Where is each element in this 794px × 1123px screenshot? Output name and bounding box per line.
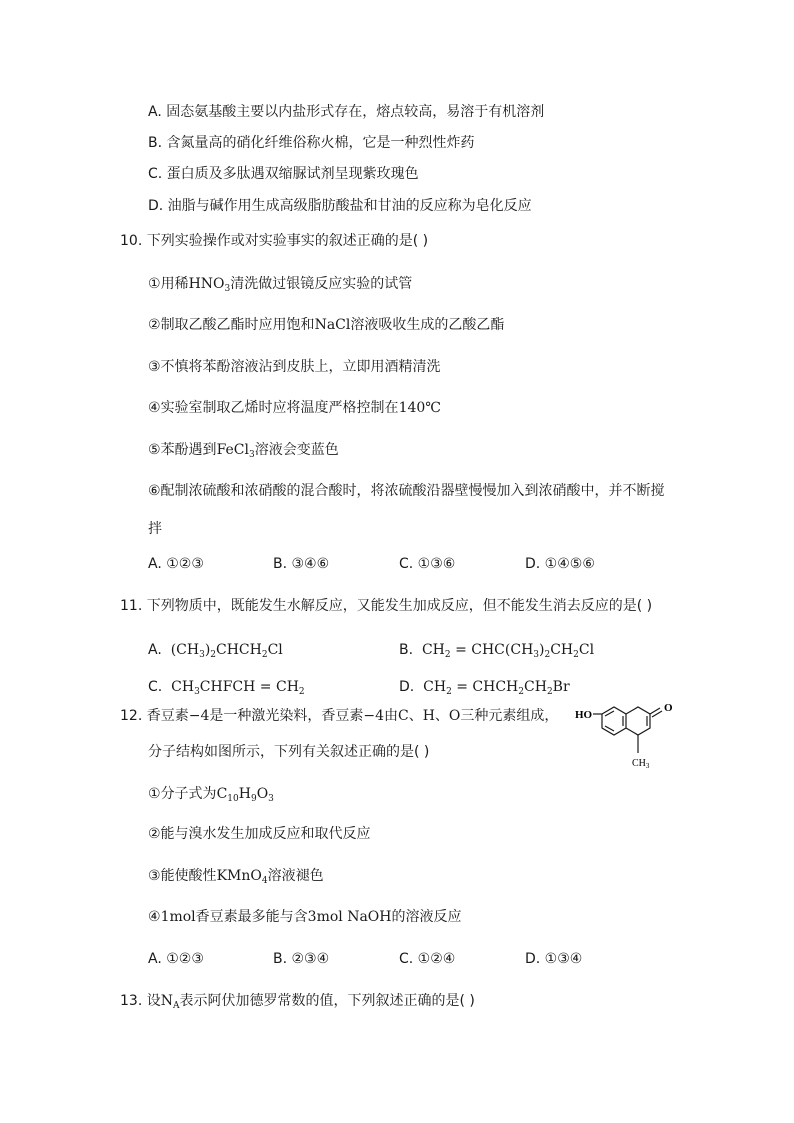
q10-statement-4 [148,398,441,418]
choice-label: B. [399,642,414,658]
statement-mark: ④ [148,909,161,925]
q12-statement-1 [148,784,274,809]
formula: $CH_2$ = $CHCH_2CH_2Br$ [423,679,570,697]
q9-option-d: D. 油脂与碱作用生成高级脂肪酸盐和甘油的反应称为皂化反应 [148,198,532,214]
q12-statement-4 [148,907,461,927]
statement-mark: ① [148,276,161,292]
statement-mark: ③ [148,868,161,884]
q11-choice-d [399,677,570,702]
stem-text: 12. 香豆素 [120,708,189,724]
q10-statement-1 [148,274,412,299]
subscript: A [172,1001,180,1011]
statement-mark: ② [148,317,161,333]
stem-text: 三种元素组成， [460,708,559,724]
formula: −4 [188,708,210,724]
q12-stem-line1 [120,706,558,726]
formula: $CH_2 = CHC(CH_3)_2CH_2Cl$ [421,642,595,660]
q12-stem-line2: 分子结构如图所示，下列有关叙述正确的是( ) [148,744,430,760]
q10-stem: 10. 下列实验操作或对实验事实的叙述正确的是( ) [120,233,429,249]
statement-text: 香豆素最多能与含 [195,909,308,925]
formula: FeCl [216,442,249,458]
statement-text: 的溶液反应 [391,909,462,925]
q12-statement-2: ②能与溴水发生加成反应和取代反应 [148,826,371,842]
subscript: 3 [249,450,255,460]
q13-stem [120,991,475,1016]
formula: 3mol NaOH [307,909,392,925]
mol-ch3-label: $CH_3$ [632,758,650,770]
q12-statement-3 [148,866,324,891]
q10-choice-b: B. ③④⑥ [273,556,330,572]
q9-option-b: B. 含氮量高的硝化纤维俗称火棉，它是一种烈性炸药 [148,135,475,151]
q11-choice-c [148,677,305,702]
statement-text: 制取乙酸乙酯时应用饱和 [160,317,315,333]
mol-o-label: O [664,702,673,714]
mol-ho-label: HO [575,709,593,721]
statement-text: 苯酚遇到 [160,442,217,458]
q10-choice-a: A. ①②③ [148,556,204,572]
formula: $(CH_3)_2CHCH_2Cl$ [170,642,283,660]
q9-option-a: A. 固态氨基酸主要以内盐形式存在，熔点较高，易溶于有机溶剂 [148,104,545,120]
choice-label: D. [399,679,415,695]
statement-text: 溶液会变蓝色 [254,442,339,458]
formula: $CH_3CHFCH = CH_2$ [171,679,305,697]
q9-option-c: C. 蛋白质及多肽遇双缩脲试剂呈现紫玫瑰色 [148,166,419,182]
stem-text: 13. 设 [120,993,161,1009]
q10-statement-3: ③不慎将苯酚溶液沾到皮肤上，立即用酒精清洗 [148,359,441,375]
subscript: 4 [261,876,268,886]
q10-statement-2 [148,315,504,335]
formula: N [160,993,173,1009]
statement-text: 溶液褪色 [267,868,324,884]
q12-choice-c: C. ①②④ [399,951,456,967]
coumarin-structure [570,698,680,776]
q10-statement-6-line2: 拌 [148,521,162,537]
q10-choice-c: C. ①③⑥ [399,556,456,572]
q12-choice-d: D. ①③④ [525,951,583,967]
statement-text: 溶液吸收生成的乙酸乙酯 [350,317,505,333]
q12-choice-a: A. ①②③ [148,951,204,967]
statement-text: 能使酸性 [160,868,217,884]
statement-mark: ① [148,786,161,802]
q12-choice-b: B. ②③④ [273,951,330,967]
statement-text: 实验室制取乙烯时应将温度严格控制在 [160,400,399,416]
q11-stem: 11. 下列物质中，既能发生水解反应，又能发生加成反应，但不能发生消去反应的是( ) [120,598,653,614]
statement-mark: ⑤ [148,442,161,458]
formula: KMnO [216,868,262,884]
subscript: 3 [224,284,231,294]
q11-choice-b [399,640,594,665]
choice-label: A. [148,642,162,658]
formula: 140℃ [398,400,441,416]
choice-label: C. [148,679,163,695]
q11-choice-a [148,640,283,665]
formula: NaCl [314,317,351,333]
formula: −4 [363,708,384,724]
formula: 1mol [160,909,196,925]
statement-mark: ④ [148,400,161,416]
stem-text: 表示阿伏加德罗常数的值，下列叙述正确的是( ) [179,993,475,1009]
statement-text: 用稀 [160,276,189,292]
q10-statement-5 [148,440,339,465]
q10-choice-d: D. ①④⑤⑥ [525,556,595,572]
statement-text: 清洗做过银镜反应实验的试管 [230,276,413,292]
formula: C、H、O [398,708,461,724]
stem-text: 是一种激光染料，香豆素 [209,708,364,724]
q10-statement-6-line1: ⑥配制浓硫酸和浓硝酸的混合酸时，将浓硫酸沿器壁慢慢加入到浓硝酸中，并不断搅 [148,483,665,499]
formula: $C_{10}H_9O_3$ [216,786,274,804]
stem-text: 由 [384,708,398,724]
statement-text: 分子式为 [160,786,217,802]
formula: HNO [188,276,225,292]
